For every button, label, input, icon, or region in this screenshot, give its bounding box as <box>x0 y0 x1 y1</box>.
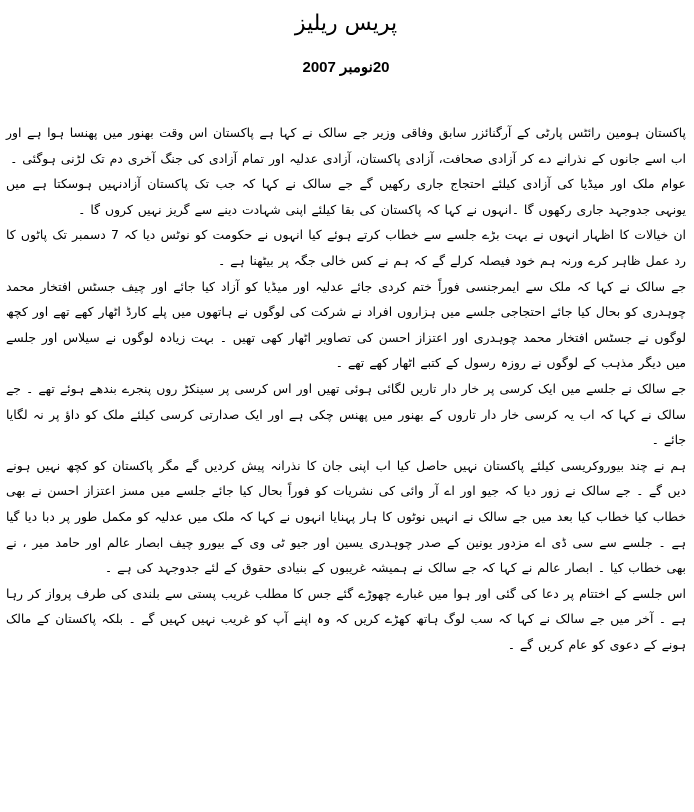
document-date: 20نومبر 2007 <box>302 59 390 76</box>
paragraph-1: پاکستان ہومین رائٹس پارٹی کے آرگنائزر سابق وفاقی وزیر جے سالک نے کہا ہے پاکستان اس وقت بھنور میں پھنسا ہوا ہے اور اب اسے جانوں کے نذرانے دے کر آزادی صحافت، آزادی پاکستان، آزادی عدلیہ اور تمام آزادی کی جنگ آخری دم تک لڑنی ہوگئی ۔ <box>6 125 686 166</box>
paragraph-2: عوام ملک اور میڈیا کی آزادی کیلئے احتجاج جاری رکھیں گے جے سالک نے کہا کہ جب تک پاکستان آزادنہیں ہوسکتا ہے میں یونہی جدوجہد جاری رکھوں گا ۔انہوں نے کہا کہ پاکستان کی بقا کیلئے اپنی شہادت دینے سے گریز نہیں کروں گا ۔ <box>6 176 686 217</box>
document-body <box>6 120 686 657</box>
press-release-page <box>0 10 694 812</box>
paragraph-5: جے سالک نے جلسے میں ایک کرسی پر خار دار تاریں لگائی ہوئی تھیں اور اس کرسی پر سینکڑ روں پنجرے بندھے ہوئے تھے ۔ جے سالک نے کہا کہ اب یہ کرسی خار دار تاروں کے بھنور میں پھنس چکی ہے اور ایک صدارتی کرسی کیلئے ملک کو داؤ پر نہ لگایا جائے ۔ <box>6 380 686 448</box>
paragraph-6: ہم نے چند بیوروکریسی کیلئے پاکستان نہیں حاصل کیا اب اپنی جان کا نذرانہ پیش کردیں گے مگر پاکستان کو کچھ نہیں ہونے دیں گے ۔ جے سالک نے زور دیا کہ جیو اور اے آر وائی کی نشریات کو فوراً بحال کیا جائے جلسے میں مسز اعتزاز احسن نے بھی خطاب کیا خطاب کیا بعد میں جے سالک نے انہیں نوٹوں کا ہار پہنایا انہوں نے کہا کہ ملک میں عدلیہ کو مکمل طور پر دبا دیا گیا ہے ۔ جلسے سے سی ڈی اے مزدور یونین کے صدر چوہدری یسین اور جیو ٹی وی کے بیورو چیف ابصار عالم اور حامد میر ، نے بھی خطاب کیا ۔ ابصار عالم نے کہا کہ جے سالک نے ہمیشہ غریبوں کے بنیادی حقوق کے لئے جدوجہد کی ہے ۔ <box>6 457 686 576</box>
paragraph-4: جے سالک نے کہا کہ ملک سے ایمرجنسی فوراً ختم کردی جائے عدلیہ اور میڈیا کو آزاد کیا جائے اور چیف جسٹس افتخار محمد چوہدری کو بحال کیا جائے احتجاجی جلسے میں ہزاروں افراد نے شرکت کی لوگوں نے ہاتھوں میں پلے کارڈ اٹھار کھے تھے اور کچھ لوگوں نے جسٹس افتخار محمد چوہدری اور اعتزاز احسن کی تصاویر اٹھار کھی تھیں ۔ بہت زیادہ لوگوں نے سیلاس اور جلسے میں دیگر مذہب کے لوگوں نے روزہ رسول کے کتبے اٹھار کھے تھے ۔ <box>6 278 686 371</box>
paragraph-3: ان خیالات کا اظہار انہوں نے بہت بڑے جلسے سے خطاب کرتے ہوئے کیا انہوں نے حکومت کو نوٹس دیا کہ 7 دسمبر تک پاٹوں کا رد عمل ظاہر کرے ورنہ ہم خود فیصلہ کرلے گے کہ ہم نے کس خالی جگہ پر بیٹھنا ہے ۔ <box>6 227 686 268</box>
document-title: پریس ریلیز <box>294 11 398 36</box>
paragraph-7: اس جلسے کے اختتام پر دعا کی گئی اور ہوا میں غبارے چھوڑے گئے جس کا مطلب غریب پستی سے بلندی کی طرف پرواز کر رہا ہے ۔ آخر میں جے سالک نے کہا کہ سب لوگ ہاتھ کھڑے کریں کہ وہ اپنے آپ کو غریب نہیں کہیں گے ۔ بلکہ پاکستان کے مالک ہونے کے دعوی کو عام کریں گے ۔ <box>6 585 686 652</box>
